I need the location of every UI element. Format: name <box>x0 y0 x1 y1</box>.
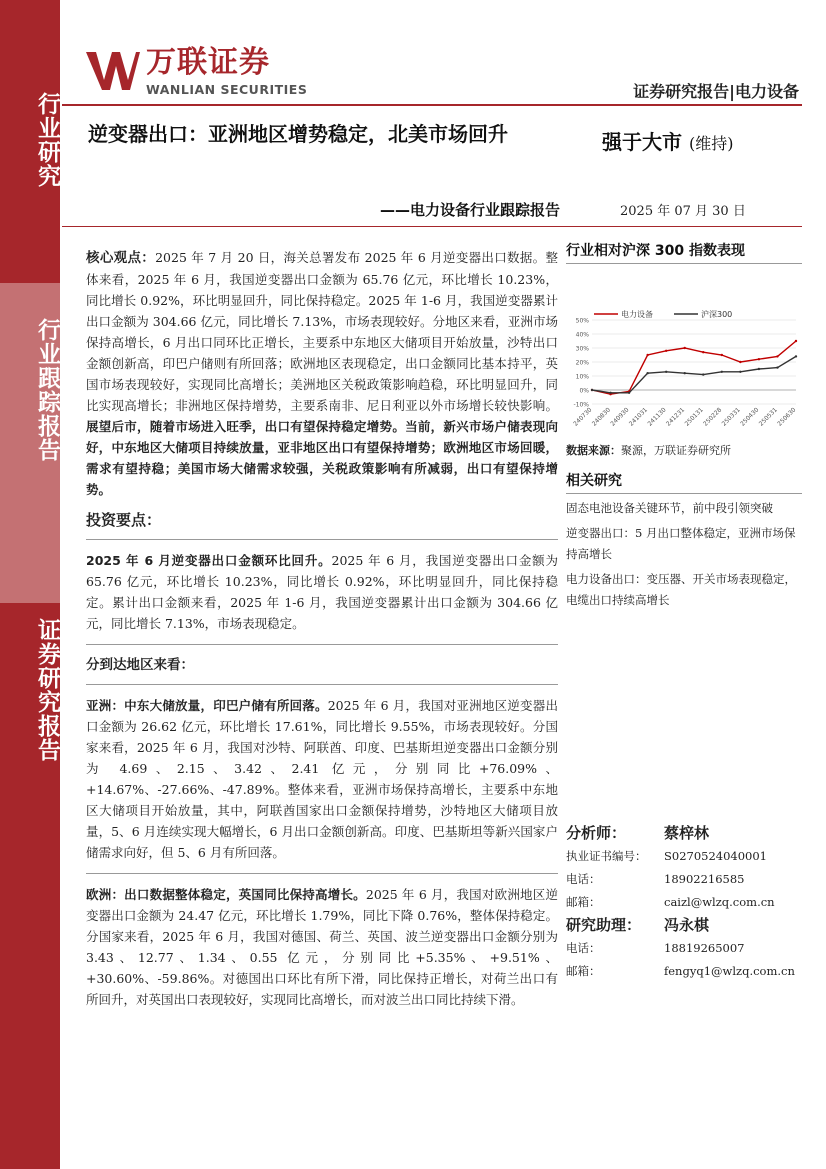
chart-point <box>721 354 723 356</box>
chart-point <box>609 392 611 394</box>
export-text: 2025 年 6 月，我国逆变器出口金额为 65.76 亿元，环比增长 10.23%，同比增长 0.92%，环比明显回升，同比保持稳定。累计出口金额来看，2025 年 1-6 月，我国逆变器累计出口金额为 304.66 亿元，同比增长 7.13%，市场表现稳定。 <box>86 553 558 631</box>
data-source <box>566 442 802 458</box>
report-type: 证券研究报告|电力设备 <box>633 82 799 101</box>
chart-y-tick: 50% <box>575 317 589 325</box>
rating <box>602 126 733 155</box>
chart-x-tick: 250228 <box>702 406 724 428</box>
section-divider <box>86 684 558 685</box>
section-divider <box>86 644 558 645</box>
wanlian-logo-icon <box>84 46 142 96</box>
core-view-outlook: 展望后市，随着市场进入旺季，出口有望保持稳定增势。当前，新兴市场户储表现向好，中东地区大储项目持续放量，亚非地区出口有望保持增势；欧洲地区市场回暖，需求有望持稳；美国市场大储需求较强，关税政策影响有所减弱，出口有望保持增势。 <box>86 419 558 497</box>
related-heading: 相关研究 <box>566 470 802 494</box>
chart-x-tick: 250630 <box>776 406 798 428</box>
tel2-number: 18819265007 <box>664 941 745 955</box>
chart-point <box>758 368 760 370</box>
tel-number: 18902216585 <box>664 872 745 886</box>
invest-heading: 投资要点： <box>86 511 162 529</box>
chart-point <box>646 372 648 374</box>
chart-point <box>795 340 797 342</box>
chart-point <box>739 361 741 363</box>
chart-point <box>776 355 778 357</box>
mail2-row <box>566 960 802 983</box>
chart-x-tick: 241130 <box>646 406 668 428</box>
logo-chinese: 万联证券 <box>146 45 270 80</box>
chart-point <box>721 371 723 373</box>
region-heading: 分到达地区来看： <box>86 657 194 673</box>
chart-point <box>702 351 704 353</box>
related-item[interactable]: 固态电池设备关键环节，前中段引领突破 <box>566 501 773 515</box>
assistant-label: 研究助理： <box>566 916 642 934</box>
chart-series-line <box>592 341 796 394</box>
chart-x-tick: 250131 <box>683 406 705 428</box>
chart-point <box>795 355 797 357</box>
sidebar <box>0 0 60 1169</box>
chart-x-tick: 250531 <box>757 406 779 428</box>
export-paragraph <box>86 550 558 634</box>
europe-text: 2025 年 6 月，我国对欧洲地区逆变器出口金额为 24.47 亿元，环比增长 1.79%，同比下降 0.76%，整体保持稳定。分国家来看，2025 年 6 月，我国对德国、荷兰、英国、波兰逆变器出口金额分别为 3.43、12.77、1.34、0.55 亿元，分别同比+5.35%、+9.51%、+30.60%、-59.86%。对德国出口环比有所下滑，同比保持正增长，对荷兰出口有所回升，对英国出口表现较好，实现同比高增长，而对波兰出口同比持续下滑。 <box>86 887 558 1007</box>
tel2-row <box>566 937 802 960</box>
chart-y-tick: 30% <box>575 345 589 353</box>
asia-text: 2025 年 6 月，我国对亚洲地区逆变器出口金额为 26.62 亿元，环比增长 17.61%，同比增长 9.55%，市场表现较好。分国家来看，2025 年 6 月，我国对沙特、阿联酋、印度、巴基斯坦逆变器出口金额分别为 4.69、2.15、3.42、2.41 亿元，分别同比+76.09%、+14.67%、-27.66%、-47.89%。整体来看，亚洲市场保持高增长，主要系中东地区大储项目开始放量，其中，阿联酋国家出口金额保持增势，沙特地区大储项目放量，5、6 月连续实现大幅增长，6 月出口金额创新高。印度、巴基斯坦等新兴国家户储需求向好，但 5、6 月有所回落。 <box>86 698 558 860</box>
section-divider <box>86 539 558 540</box>
chart-y-tick: 20% <box>575 359 589 367</box>
logo-english: WANLIAN SECURITIES <box>146 82 308 97</box>
europe-lead: 欧洲：出口数据整体稳定，英国同比保持高增长。 <box>86 887 366 902</box>
company-logo <box>84 46 307 97</box>
cert-label: 执业证书编号： <box>566 849 647 863</box>
title-divider <box>62 226 802 227</box>
cert-row <box>566 845 802 868</box>
chart-x-tick: 241231 <box>664 406 687 428</box>
rating-note: (维持) <box>688 134 734 153</box>
main-content <box>86 247 558 1020</box>
assistant-name: 冯永棋 <box>664 916 710 934</box>
chart-y-tick: 40% <box>575 331 589 339</box>
chart-point <box>684 347 686 349</box>
tel-row <box>566 868 802 891</box>
analyst-label: 分析师： <box>566 824 627 842</box>
chart-y-tick: 10% <box>575 373 589 381</box>
core-view-paragraph <box>86 247 558 500</box>
chart-x-tick: 250331 <box>720 406 742 428</box>
report-date: 2025 年 07 月 30 日 <box>620 204 746 219</box>
asia-lead: 亚洲：中东大储放量，印巴户储有所回落。 <box>86 698 328 713</box>
chart-point <box>702 373 704 375</box>
chart-point <box>646 354 648 356</box>
assistant-row <box>566 914 802 937</box>
chart-point <box>628 392 630 394</box>
chart-x-tick: 240730 <box>572 406 594 428</box>
chart-point <box>665 350 667 352</box>
chart-point <box>684 372 686 374</box>
chart-point <box>758 358 760 360</box>
chart-point <box>665 371 667 373</box>
chart-point <box>776 366 778 368</box>
chart-point <box>739 371 741 373</box>
right-column <box>566 240 802 611</box>
tel2-label: 电话： <box>566 941 601 955</box>
chart-x-tick: 241031 <box>627 406 650 428</box>
export-lead: 2025 年 6 月逆变器出口金额环比回升。 <box>86 553 332 568</box>
core-view-text: 2025 年 7 月 20 日，海关总署发布 2025 年 6 月逆变器出口数据。整体来看，2025 年 6 月，我国逆变器出口金额为 65.76 亿元，环比增长 10.23%，同比增长 0.92%，环比明显回升，同比保持稳定。2025 年 1-6 月，我国逆变器累计出口金额为 304.66 亿元，同比增长 7.13%，市场表现较好。分地区来看，亚洲市场保持高增长，6 月出口同环比正增长，主要系中东地区大储项目开始放量，沙特出口金额创新高，印巴户储则有所回落；欧洲地区表现稳定，出口金额同比基本持平，英国市场表现较好，实现同比高增长；美洲地区关税政策影响趋稳，环比明显回升，同比实现高增长；非洲地区保持增势，主要系南非、尼日利亚以外市场增长较快影响。 <box>86 250 558 413</box>
chart-legend-label: 沪深300 <box>701 310 733 319</box>
asia-paragraph <box>86 695 558 863</box>
core-view-label: 核心观点： <box>86 250 156 266</box>
mail2-label: 邮箱： <box>566 964 601 978</box>
data-source-label: 数据来源： <box>566 444 621 457</box>
chart-x-tick: 250430 <box>739 406 761 428</box>
cert-number: S0270524040001 <box>664 849 767 863</box>
europe-paragraph <box>86 884 558 1010</box>
analyst-row <box>566 822 802 845</box>
report-subtitle: ——电力设备行业跟踪报告 <box>379 201 560 219</box>
header-divider <box>62 104 802 106</box>
chart-y-tick: 0% <box>579 387 589 395</box>
sidebar-label-industry-research: 行业研究 <box>34 92 60 188</box>
tel-label: 电话： <box>566 872 601 886</box>
related-item[interactable]: 电力设备出口：变压器、开关市场表现稳定，电缆出口持续高增长 <box>566 572 796 607</box>
data-source-text: 聚源，万联证券研究所 <box>621 444 731 457</box>
chart-x-tick: 240930 <box>609 406 631 428</box>
relative-performance-chart <box>566 268 802 436</box>
analyst-name: 蔡梓林 <box>664 824 710 842</box>
chart-y-tick: -10% <box>573 401 589 409</box>
related-item[interactable]: 逆变器出口：5 月出口整体稳定，亚洲市场保持高增长 <box>566 526 796 561</box>
mail2-address[interactable]: fengyq1@wlzq.com.cn <box>664 964 795 978</box>
analyst-block <box>566 822 802 983</box>
chart-heading: 行业相对沪深 300 指数表现 <box>566 240 802 264</box>
mail-row <box>566 891 802 914</box>
mail-label: 邮箱： <box>566 895 601 909</box>
chart-x-tick: 240830 <box>590 406 612 428</box>
rating-value: 强于大市 <box>602 130 682 154</box>
sidebar-label-securities-report: 证券研究报告 <box>34 618 60 762</box>
section-divider <box>86 873 558 874</box>
sidebar-label-tracking-report: 行业跟踪报告 <box>34 318 60 462</box>
chart-legend-label: 电力设备 <box>621 310 653 319</box>
report-title: 逆变器出口：亚洲地区增势稳定，北美市场回升 <box>88 122 508 146</box>
chart-point <box>591 389 593 391</box>
mail-address[interactable]: caizl@wlzq.com.cn <box>664 895 775 909</box>
